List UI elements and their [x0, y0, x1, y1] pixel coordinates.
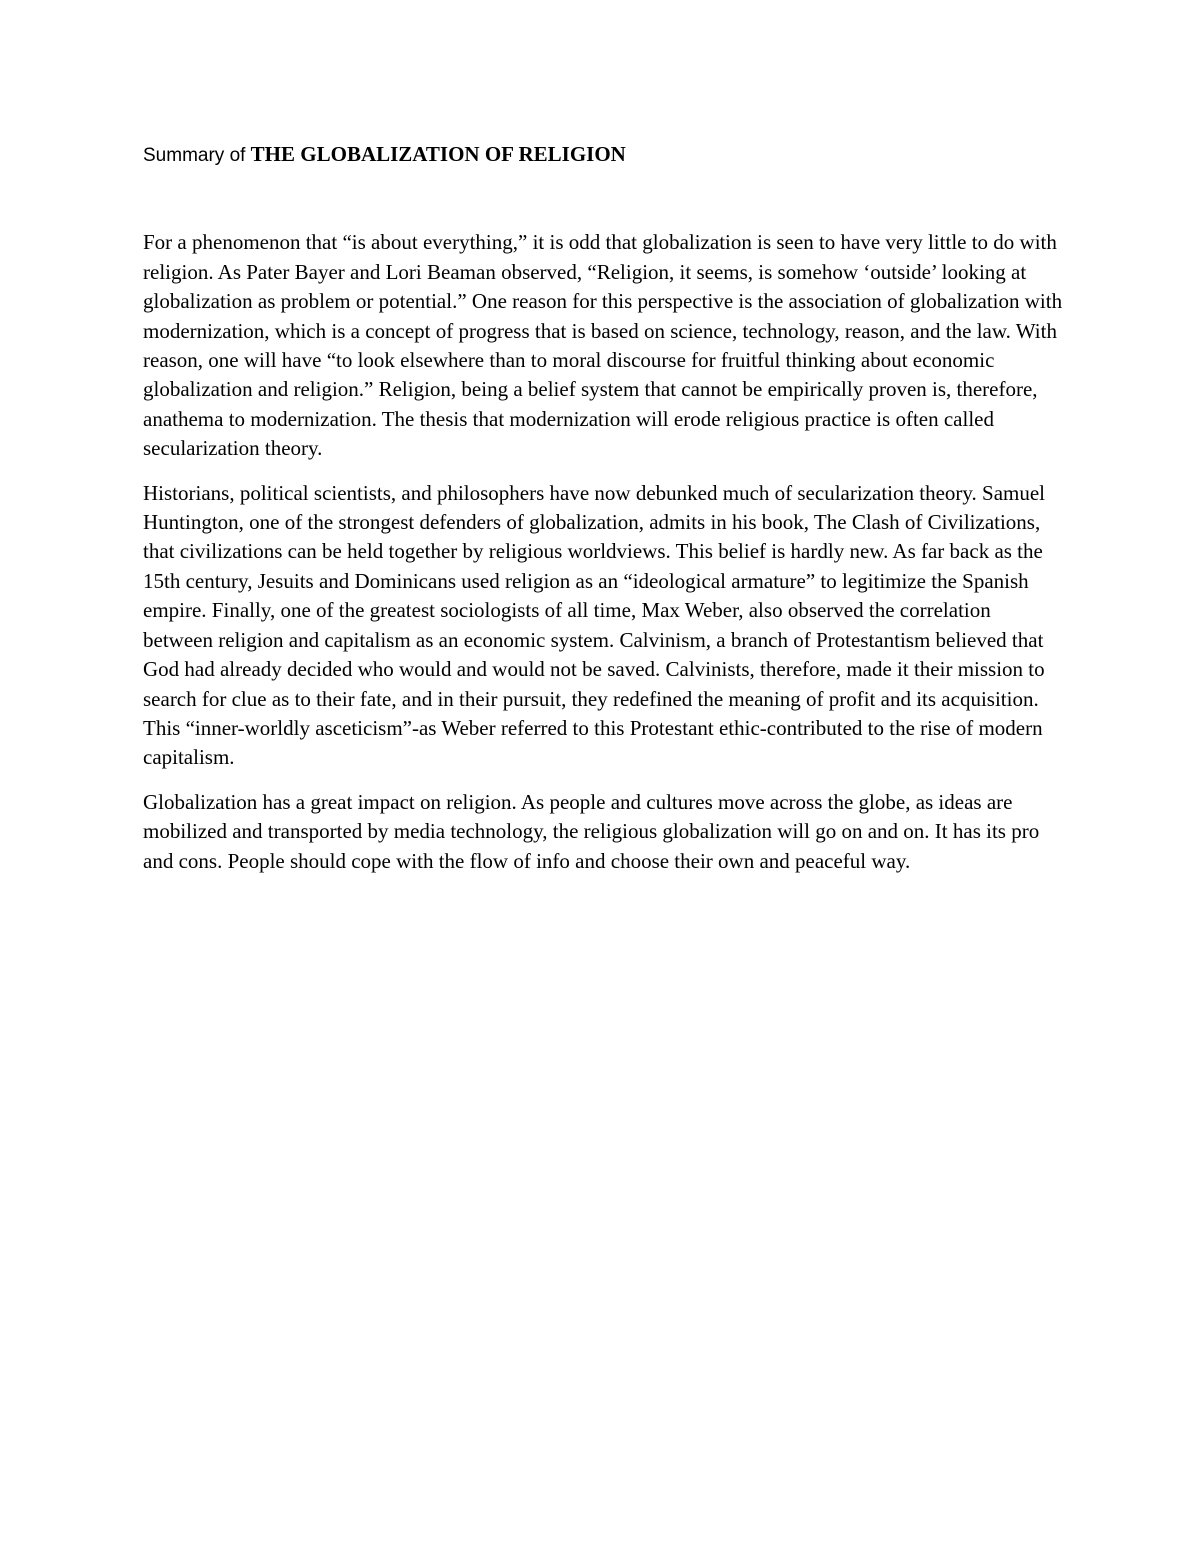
title-prefix: Summary of: [143, 145, 246, 166]
document-content: [143, 140, 1063, 891]
document-title: [143, 140, 1063, 170]
title-name: THE GLOBALIZATION OF RELIGION: [250, 142, 626, 166]
paragraph-3: Globalization has a great impact on religion. As people and cultures move across the globe, as ideas are mobilized and transported by media technology, the religious globalization will go on and on. It has its pro and cons. People should cope with the flow of info and choose their own and peaceful way.: [143, 789, 1040, 873]
paragraph-2: Historians, political scientists, and philosophers have now debunked much of secularization theory. Samuel Huntington, one of the strongest defenders of globalization, admits in his book, The Clash of Civilizations, that civilizations can be held together by religious worldviews. This belief is hardly new. As far back as the 15th century, Jesuits and Dominicans used religion as an “ideological armature” to legitimize the Spanish empire. Finally, one of the greatest sociologists of all time, Max Weber, also observed the correlation between religion and capitalism as an economic system. Calvinism, a branch of Protestantism believed that God had already decided who would and would not be saved. Calvinists, therefore, made it their mission to search for clue as to their fate, and in their pursuit, they redefined the meaning of profit and its acquisition. This “inner-worldly asceticism”-as Weber referred to this Protestant ethic-contributed to the rise of modern capitalism.: [143, 480, 1046, 770]
paragraph-1: For a phenomenon that “is about everything,” it is odd that globalization is seen to have very little to do with religion. As Pater Bayer and Lori Beaman observed, “Religion, it seems, is somehow ‘outside’ looking at globalization as problem or potential.” One reason for this perspective is the association of globalization with modernization, which is a concept of progress that is based on science, technology, reason, and the law. With reason, one will have “to look elsewhere than to moral discourse for fruitful thinking about economic globalization and religion.” Religion, being a belief system that cannot be empirically proven is, therefore, anathema to modernization. The thesis that modernization will erode religious practice is often called secularization theory.: [143, 230, 1063, 461]
